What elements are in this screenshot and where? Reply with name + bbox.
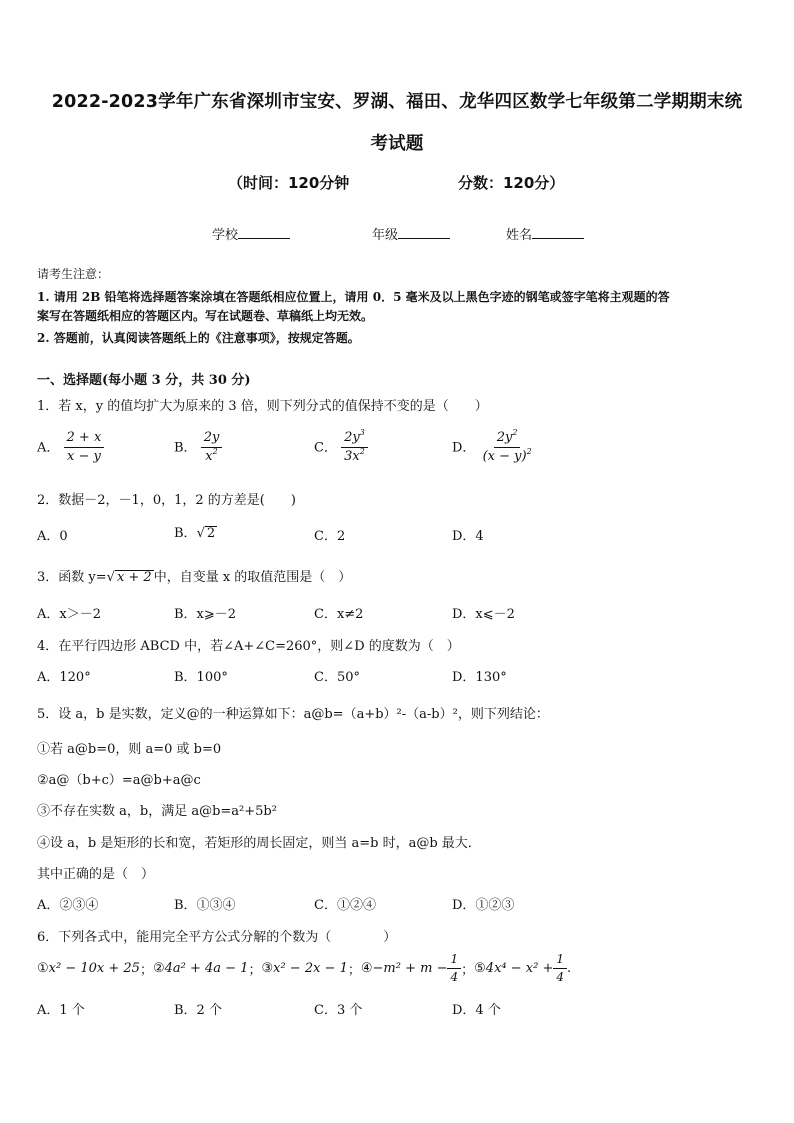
q5-option-d[interactable]: D．①②③: [452, 898, 515, 913]
q1-label-c: C．: [314, 440, 337, 456]
q2-b-radicand: 2: [206, 526, 216, 541]
q6-e2-label: ②: [152, 961, 165, 976]
q2-option-d[interactable]: D．4: [452, 529, 484, 544]
q2-option-a[interactable]: A．0: [37, 529, 68, 544]
notice-item1-line2: 案写在答题纸相应的答题区内。写在试题卷、草稿纸上均无效。: [37, 309, 374, 323]
exam-score: 分数：120分）: [458, 174, 565, 192]
q1-stem: 1．若 x，y 的值均扩大为原来的 3 倍，则下列分式的值保持不变的是（ ）: [37, 399, 488, 414]
q6-expression-1: x² − 10x + 25: [48, 961, 140, 976]
sqrt-icon: √: [106, 570, 115, 585]
sqrt-icon: √: [196, 526, 205, 541]
q5-option-c[interactable]: C．①②④: [314, 898, 376, 913]
q6-option-b[interactable]: B．2 个: [174, 1003, 222, 1018]
q6-e4-fraction: [447, 952, 461, 985]
q5-statement-3: ③不存在实数 a，b，满足 a@b=a²+5b²: [37, 804, 277, 819]
grade-label: 年级: [372, 228, 399, 243]
q5-ask: 其中正确的是（ ）: [37, 867, 155, 882]
q2-stem: 2．数据－2，－1，0，1，2 的方差是( ): [37, 493, 296, 508]
exam-title-line1: 2022-2023学年广东省深圳市宝安、罗湖、福田、龙华四区数学七年级第二学期期末统: [51, 92, 743, 112]
q6-separator: ；: [248, 963, 262, 978]
q6-e4-denominator: 4: [450, 970, 459, 984]
q1-b-numerator: 2y: [201, 430, 223, 448]
q3-stem: [37, 566, 351, 586]
q3-stem-post: 中，自变量 x 的取值范围是（ ）: [153, 570, 352, 585]
q1-option-a[interactable]: [37, 430, 104, 466]
grade-blank[interactable]: [398, 226, 450, 239]
q6-e5-denominator: 4: [556, 970, 564, 984]
q6-e4-label: ④: [360, 961, 373, 976]
q4-option-b[interactable]: B．100°: [174, 670, 228, 685]
grade-field[interactable]: [372, 224, 450, 243]
q6-e5-fraction: [553, 952, 567, 985]
exam-time: （时间：120分钟: [228, 174, 350, 192]
q6-expressions: [37, 952, 571, 985]
q3-option-d[interactable]: D．x⩽－2: [452, 607, 515, 622]
q6-e4-numerator: 1: [447, 952, 461, 969]
q1-c-denominator: 3x: [344, 449, 360, 465]
q1-label-b: B．: [174, 440, 197, 456]
name-blank[interactable]: [532, 226, 584, 239]
q1-label-d: D．: [452, 440, 476, 456]
q1-option-c[interactable]: [314, 430, 368, 466]
q4-option-d[interactable]: D．130°: [452, 670, 507, 685]
q1-a-denominator: x − y: [66, 449, 101, 465]
exam-title-line2: 考试题: [370, 134, 424, 154]
q2-option-b[interactable]: [174, 522, 217, 542]
q6-option-c[interactable]: C．3 个: [314, 1003, 363, 1018]
school-blank[interactable]: [238, 226, 290, 239]
q1-option-b[interactable]: [174, 430, 222, 466]
q6-expression-5: 4x⁴ − x² +: [485, 961, 554, 976]
q1-fraction-b: $\frac{2y}{x^2}$: [201, 430, 223, 466]
q3-option-b[interactable]: B．x⩾－2: [174, 607, 237, 622]
school-field[interactable]: [212, 224, 290, 243]
name-label: 姓名: [506, 228, 533, 243]
q3-radicand: x + 2: [116, 570, 152, 585]
q6-expression-3: x² − 2x − 1: [273, 961, 348, 976]
q4-option-c[interactable]: C．50°: [314, 670, 360, 685]
q1-b-denominator: x: [205, 449, 213, 465]
q5-option-b[interactable]: B．①③④: [174, 898, 236, 913]
q3-option-c[interactable]: C．x≠2: [314, 607, 364, 622]
q6-expression-2: 4a² + 4a − 1: [164, 961, 249, 976]
q1-option-d[interactable]: [452, 430, 535, 466]
section-heading: 一、选择题(每小题 3 分，共 30 分): [37, 373, 251, 388]
notice-item1-line1: 1. 请用 2B 铅笔将选择题答案涂填在答题纸相应位置上，请用 0．5 毫米及以上黑色字迹的钢笔或签字笔将主观题的答: [37, 290, 670, 304]
q6-e5-label: ⑤: [474, 961, 486, 976]
q3-option-a[interactable]: A．x＞－2: [37, 607, 101, 622]
q5-stem: 5．设 a，b 是实数，定义@的一种运算如下：a@b=（a+b）²-（a-b）²，则下列结论：: [37, 707, 549, 722]
q2-label-b: B．: [174, 526, 197, 541]
q1-a-numerator: 2 + x: [64, 430, 105, 448]
q2-option-c[interactable]: C．2: [314, 529, 346, 544]
q4-option-a[interactable]: A．120°: [37, 670, 91, 685]
q3-stem-pre: 3．函数 y=: [37, 570, 107, 585]
q6-expression-4: −m² + m −: [372, 961, 448, 976]
name-field[interactable]: [506, 224, 584, 243]
q6-separator: ；: [139, 963, 153, 978]
notice-item2: 2. 答题前，认真阅读答题纸上的《注意事项》，按规定答题。: [37, 331, 360, 345]
q1-fraction-c: $\frac{2y^3}{3x^2}$: [341, 430, 368, 466]
q6-e1-label: ①: [37, 961, 49, 976]
school-label: 学校: [212, 228, 239, 243]
q1-d-denominator: (x − y): [482, 449, 527, 465]
q6-option-a[interactable]: A．1 个: [37, 1003, 85, 1018]
q6-separator: ；: [347, 963, 361, 978]
q1-c-numerator: 2y: [344, 430, 360, 445]
notice-heading: 请考生注意：: [37, 267, 110, 281]
q6-separator: ；: [461, 963, 475, 978]
q4-stem: 4．在平行四边形 ABCD 中，若∠A+∠C=260°，则∠D 的度数为（ ）: [37, 639, 460, 654]
q1-d-numerator: 2y: [496, 430, 513, 445]
q6-end-period: .: [566, 961, 572, 976]
q6-option-d[interactable]: D．4 个: [452, 1003, 501, 1018]
q5-option-a[interactable]: A．②③④: [37, 898, 99, 913]
q6-e3-label: ③: [261, 961, 274, 976]
q5-statement-4: ④设 a，b 是矩形的长和宽，若矩形的周长固定，则当 a=b 时，a@b 最大．: [37, 836, 481, 851]
q6-stem: 6．下列各式中，能用完全平方公式分解的个数为（ ）: [37, 930, 397, 945]
q1-fraction-d: $\frac{2y^2}{(x - y)^2}$: [482, 428, 532, 465]
q5-statement-2: ②a@（b+c）=a@b+a@c: [37, 773, 201, 788]
q5-statement-1: ①若 a@b=0，则 a=0 或 b=0: [37, 742, 222, 757]
q6-e5-numerator: 1: [553, 952, 567, 969]
q1-fraction-a: [64, 430, 105, 466]
q1-label-a: A．: [37, 440, 60, 456]
